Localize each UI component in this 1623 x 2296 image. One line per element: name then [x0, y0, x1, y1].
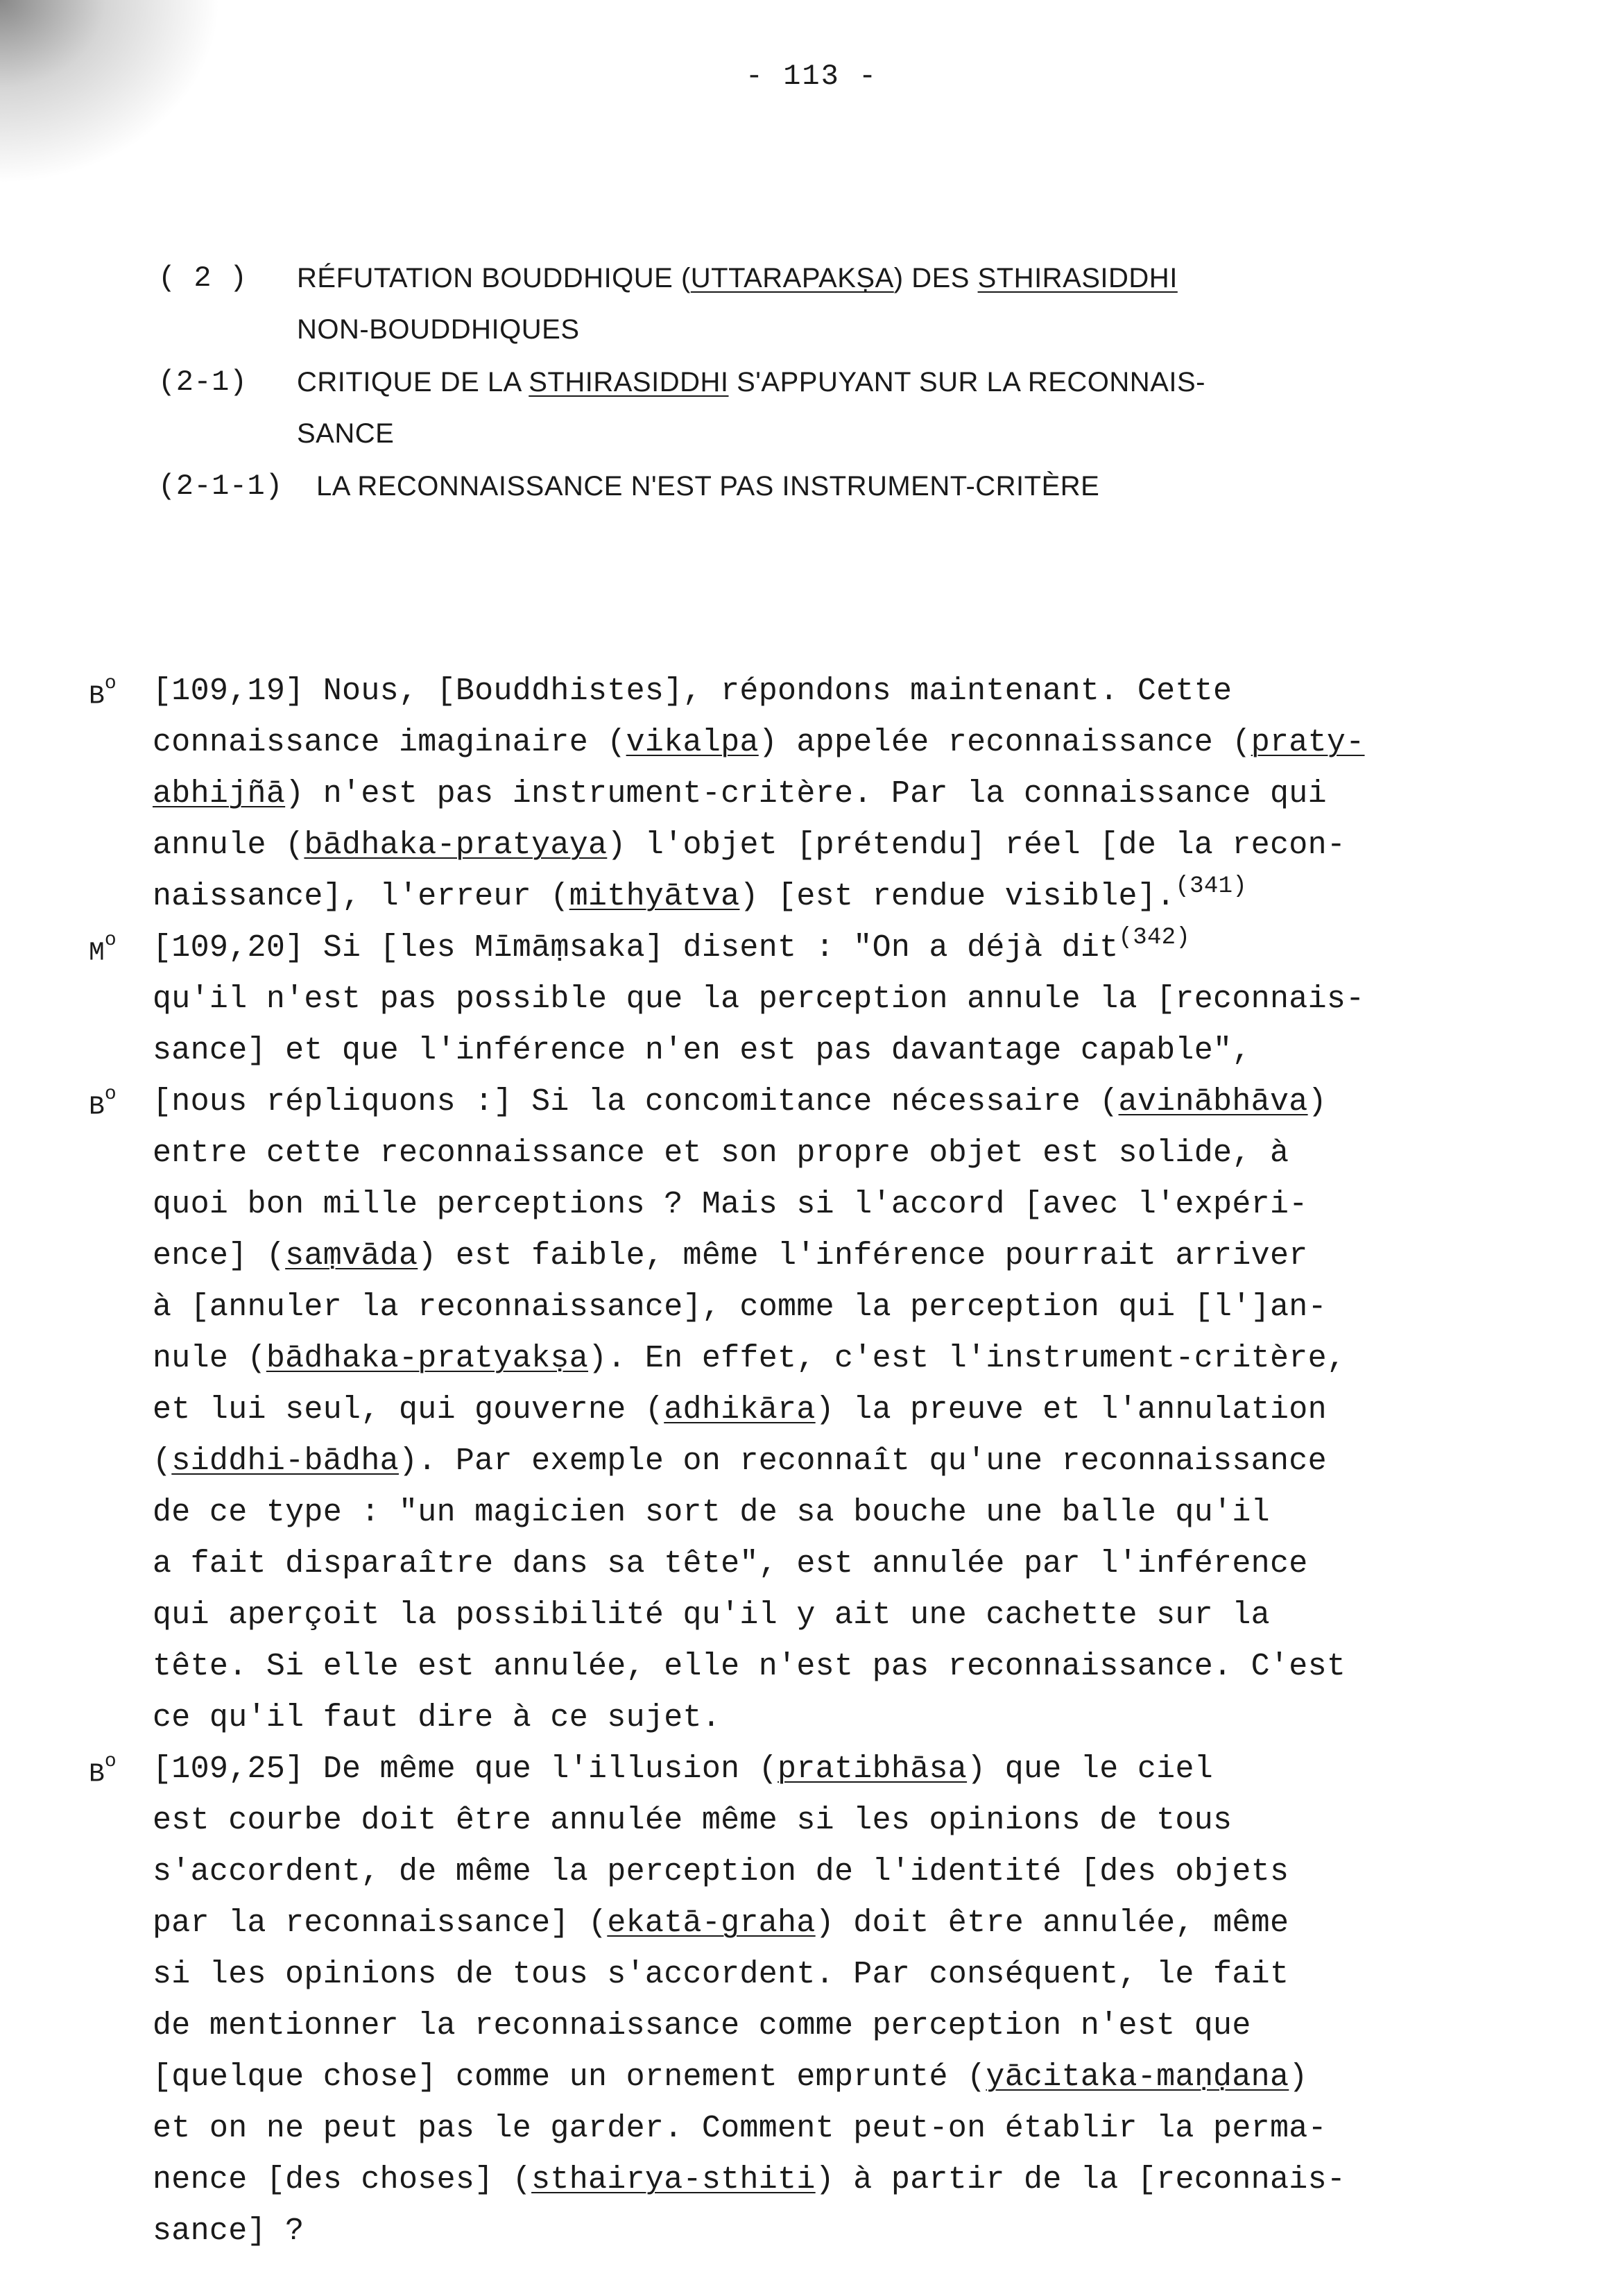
- section-heading-2-1-1: [158, 461, 1476, 512]
- text-span: (: [153, 1443, 172, 1479]
- text-line: [153, 820, 1346, 871]
- heading-term: UTTARAPAKṢA: [690, 263, 894, 293]
- heading-line-1: [316, 461, 1099, 512]
- text-line: [153, 923, 1190, 974]
- text-line: [153, 769, 1327, 820]
- text-line: [153, 871, 1247, 923]
- text-span: ) appelée reconnaissance (: [758, 725, 1251, 760]
- sanskrit-term: avinābhāva: [1118, 1084, 1308, 1120]
- text-line: [153, 1590, 1270, 1641]
- text-span: [quelque chose] comme un ornement emprunté (: [153, 2059, 986, 2095]
- speaker-marker-bouddhiste: $B^o$: [89, 1083, 117, 1122]
- sanskrit-term: siddhi-bādha: [171, 1443, 399, 1479]
- text-span: ) l'objet [prétendu] réel [de la recon-: [607, 828, 1346, 863]
- sanskrit-term: sthairya-sthiti: [531, 2162, 816, 2198]
- text-line: [153, 1436, 1327, 1487]
- heading-text: LA RECONNAISSANCE N'EST PAS INSTRUMENT-CRITÈRE: [316, 471, 1100, 502]
- speaker-marker-bouddhiste: $B^o$: [89, 673, 117, 712]
- text-line: [153, 1795, 1232, 1847]
- text-line: [153, 1744, 1213, 1795]
- text-span: [109,19] Nous, [Bouddhistes], répondons maintenant. Cette: [153, 674, 1233, 709]
- sanskrit-term: adhikāra: [664, 1392, 816, 1428]
- text-span: qu'il n'est pas possible que la perception annule la [reconnais-: [153, 982, 1365, 1017]
- text-span: ): [1307, 1084, 1327, 1120]
- text-span: ) que le ciel: [967, 1751, 1214, 1787]
- sanskrit-term: bādhaka-pratyakṣa: [266, 1341, 589, 1376]
- text-span: et on ne peut pas le garder. Comment peut-on établir la perma-: [153, 2111, 1327, 2146]
- text-span: si les opinions de tous s'accordent. Par conséquent, le fait: [153, 1957, 1289, 1992]
- text-line: [153, 1025, 1251, 1077]
- text-line: [153, 1949, 1289, 2001]
- text-span: qui aperçoit la possibilité qu'il y ait une cachette sur la: [153, 1597, 1270, 1633]
- text-span: annule (: [153, 828, 304, 863]
- text-span: [nous répliquons :] Si la concomitance nécessaire (: [153, 1084, 1119, 1120]
- heading-line-1: [297, 252, 1178, 304]
- text-line: [153, 1693, 721, 1744]
- heading-line-1: [297, 357, 1205, 408]
- heading-number: ( 2 ): [158, 262, 248, 295]
- sanskrit-term: saṃvāda: [285, 1238, 418, 1274]
- text-span: de mentionner la reconnaissance comme perception n'est que: [153, 2008, 1251, 2044]
- sanskrit-term: mithyātva: [569, 879, 740, 914]
- text-span: ). En effet, c'est l'instrument-critère,: [588, 1341, 1346, 1376]
- text-span: [109,20] Si [les Mīmāṃsaka] disent : "On a déjà dit: [153, 930, 1119, 966]
- sanskrit-term: ekatā-graha: [607, 1905, 816, 1941]
- text-line: [153, 2154, 1346, 2206]
- text-span: tête. Si elle est annulée, elle n'est pas reconnaissance. C'est: [153, 1649, 1346, 1684]
- text-span: ) doit être annulée, même: [815, 1905, 1289, 1941]
- text-span: ) n'est pas instrument-critère. Par la connaissance qui: [285, 776, 1327, 812]
- text-line: [153, 1898, 1289, 1949]
- text-line: [153, 1282, 1327, 1333]
- speaker-marker-mimamsaka: $M^o$: [89, 929, 117, 968]
- page-number: - 113 -: [745, 60, 878, 93]
- text-line: [153, 1847, 1289, 1898]
- heading-line-2: SANCE: [297, 418, 395, 449]
- text-line: [153, 2103, 1327, 2154]
- text-span: ) la preuve et l'annulation: [815, 1392, 1327, 1428]
- text-span: [109,25] De même que l'illusion (: [153, 1751, 778, 1787]
- text-line: [153, 2206, 304, 2257]
- heading-term: STHIRASIDDHI: [529, 367, 729, 397]
- text-span: nence [des choses] (: [153, 2162, 532, 2198]
- text-line: [153, 2052, 1308, 2103]
- heading-number: (2-1-1): [158, 470, 283, 503]
- text-span: ) à partir de la [reconnais-: [815, 2162, 1346, 2198]
- text-span: nule (: [153, 1341, 266, 1376]
- text-span: naissance], l'erreur (: [153, 879, 569, 914]
- text-span: s'accordent, de même la perception de l'identité [des objets: [153, 1854, 1289, 1890]
- text-line: [153, 1179, 1308, 1231]
- scan-edge-shadow: [0, 0, 250, 208]
- heading-text: ) DES: [893, 263, 978, 293]
- text-line: [153, 2001, 1251, 2052]
- sanskrit-term: yācitaka-maṇḍana: [986, 2059, 1289, 2095]
- text-span: quoi bon mille perceptions ? Mais si l'accord [avec l'expéri-: [153, 1187, 1308, 1222]
- sanskrit-term: praty-: [1251, 725, 1365, 760]
- text-span: ). Par exemple on reconnaît qu'une reconnaissance: [398, 1443, 1327, 1479]
- text-span: sance] ?: [153, 2213, 304, 2249]
- heading-number: (2-1): [158, 366, 248, 399]
- text-span: ) [est rendue visible].: [739, 879, 1176, 914]
- text-line: [153, 1231, 1308, 1282]
- text-line: [153, 1641, 1346, 1693]
- text-span: à [annuler la reconnaissance], comme la perception qui [l']an-: [153, 1290, 1327, 1325]
- text-line: [153, 717, 1365, 769]
- heading-text: RÉFUTATION BOUDDHIQUE (: [297, 263, 691, 293]
- text-line: [153, 1487, 1270, 1539]
- text-span: ence] (: [153, 1238, 286, 1274]
- text-span: par la reconnaissance] (: [153, 1905, 608, 1941]
- heading-term: STHIRASIDDHI: [977, 263, 1178, 293]
- footnote-ref: (341): [1175, 873, 1247, 900]
- sanskrit-term: vikalpa: [626, 725, 759, 760]
- heading-text: CRITIQUE DE LA: [297, 367, 529, 397]
- footnote-ref: (342): [1118, 925, 1191, 951]
- text-span: et lui seul, qui gouverne (: [153, 1392, 664, 1428]
- sanskrit-term: abhijñā: [153, 776, 286, 812]
- text-span: ) est faible, même l'inférence pourrait arriver: [418, 1238, 1308, 1274]
- text-line: [153, 1128, 1289, 1179]
- text-line: [153, 1077, 1327, 1128]
- text-span: est courbe doit être annulée même si les opinions de tous: [153, 1803, 1233, 1838]
- text-span: sance] et que l'inférence n'en est pas davantage capable",: [153, 1033, 1251, 1068]
- text-line: [153, 1333, 1346, 1385]
- text-span: a fait disparaître dans sa tête", est annulée par l'inférence: [153, 1546, 1308, 1582]
- section-heading-2-1: [158, 357, 1476, 461]
- text-span: connaissance imaginaire (: [153, 725, 626, 760]
- text-span: ce qu'il faut dire à ce sujet.: [153, 1700, 721, 1736]
- sanskrit-term: pratibhāsa: [778, 1751, 968, 1787]
- text-span: entre cette reconnaissance et son propre objet est solide, à: [153, 1136, 1289, 1171]
- text-line: [153, 1539, 1308, 1590]
- text-line: [153, 1385, 1327, 1436]
- sanskrit-term: bādhaka-pratyaya: [304, 828, 608, 863]
- text-span: de ce type : "un magicien sort de sa bouche une balle qu'il: [153, 1495, 1270, 1530]
- text-span: ): [1289, 2059, 1308, 2095]
- heading-line-2: NON-BOUDDHIQUES: [297, 314, 580, 345]
- heading-text: S'APPUYANT SUR LA RECONNAIS-: [728, 367, 1205, 397]
- text-line: [153, 666, 1232, 717]
- section-heading-2: [158, 252, 1476, 357]
- text-line: [153, 974, 1364, 1025]
- speaker-marker-bouddhiste: $B^o$: [89, 1751, 117, 1790]
